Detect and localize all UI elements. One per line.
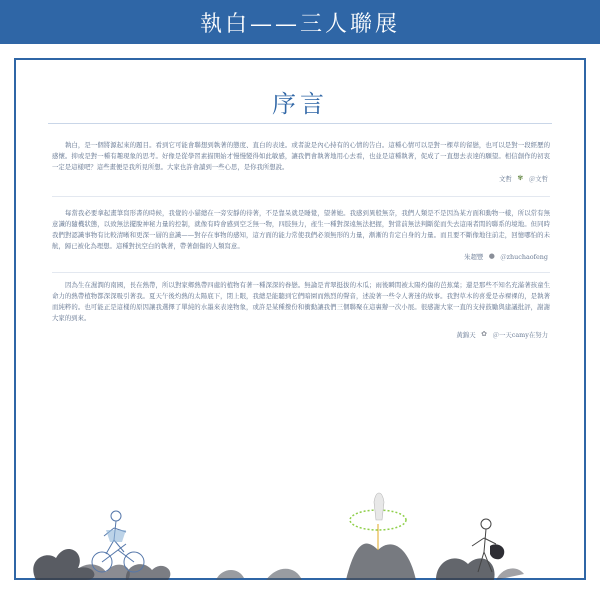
section-divider bbox=[52, 196, 550, 197]
preface-paragraph-2: 每當我必要拿起畫筆寫形書的時候，我覺的小貓總在一旁安靜的待著，不是靠呆就是睡覺，望著她。我感到異般無奈，我們人類是不是因為某方面和動物一樣，所以常有無意識的隨機狀態，以致無法擺脫神秘力量的控制，就像有時會感到空乏無一物，四肢無力，產生一種對深遠無法把握，對當前無法判斷從而失去這兩者間的聯系的境地。但同時我們對認識事物有比較清晰和更深一層的意識——對存在事物的感知，這方面的能力常使我們必須無形的力量，漸漸的肯定自身的力量。而且要不斷像地往前走，回憶哪怕的未航，歸已被化為理想。這種對抗空白的執著，帶著創傷的人類寫意。 bbox=[52, 209, 550, 250]
cat-icon: ✿ bbox=[481, 330, 488, 338]
author-name-1: 文哲 bbox=[499, 175, 512, 183]
exhibition-title: 執白——三人聯展 bbox=[199, 11, 400, 37]
author-name-2: 朱超豐 bbox=[464, 253, 484, 261]
author-name-3: 黃錦天 bbox=[456, 331, 476, 339]
signature-1 bbox=[499, 174, 548, 183]
ink-plants-drawing bbox=[16, 480, 584, 580]
author-handle-1: ＠文哲 bbox=[528, 175, 548, 183]
plant-illustrations bbox=[16, 480, 584, 580]
author-handle-2: ＠zhuchaofeng bbox=[500, 253, 548, 261]
title-banner bbox=[0, 0, 600, 44]
signature-2 bbox=[464, 252, 548, 261]
heading-divider bbox=[48, 123, 552, 124]
preface-paragraph-3: 因為生在濕潤的南國，長在熱帶，所以對家鄉熱帶四處的植物有著一種深深的眷戀。無論是青翠挺拔的木瓜；雨後瞬間被太陽灼傷的芭蕉葉；還是那些不知名充滿著孩童生命力的熱帶植物都深深吸引著我。夏天午後灼熱的太陽底下，閉上眼，我總是能聽到它們暗園而熱烈的聲音，述說著一些令人著迷的故事。我對草木的喜愛是赤裸裸的，是執著而純粹的。也可能正是這樣的原因讓我選擇了單純的水墨來表達物象，或許是某種撥份和衝動讓我們三個聯聚在這裏辦一次小展。很感謝大家一直的支持鼓勵與建議批評，謝謝大家的到來。 bbox=[52, 281, 550, 322]
signature-3 bbox=[456, 330, 548, 339]
author-handle-3: ＠一天camy在努力 bbox=[492, 331, 548, 339]
page-heading: 序言 bbox=[272, 90, 328, 118]
sprout-icon: ✾ bbox=[517, 174, 524, 182]
section-divider bbox=[52, 272, 550, 273]
round-icon: ● bbox=[488, 252, 495, 260]
preface-paragraph-1: 執白，是一個將源起來的題目。看到它可能會聯想到執著的態度、直白的表達。或者說是內心持有的心情的告白。這種心情可以是對一棵草的留戀，也可以是對一段經歷的感懷。抑或是對一種有趣現象的思考。好像是從學習素描開始才慢慢變得如此敏感，讓我們會執著地用心去看，也並是這種執著，促成了一直想去表達的願望。相信創作的初衷一定是這樣吧？這些畫便是我所見所想。大家也許會讀到一些心思，是你我所想說。 bbox=[52, 141, 550, 171]
